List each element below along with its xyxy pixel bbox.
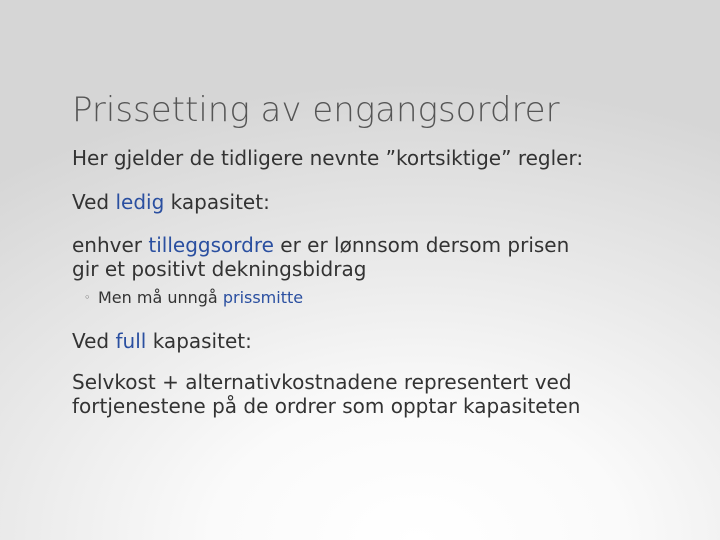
- rules-intro-text: Her gjelder de tidligere nevnte ”kortsiktige” regler:: [72, 146, 584, 170]
- full-capacity-highlight: full: [115, 329, 147, 353]
- price-contagion-highlight: prissmitte: [222, 288, 304, 307]
- paragraph-rules-intro: [72, 146, 583, 170]
- additional-order-prefix: enhver: [72, 233, 149, 257]
- spare-capacity-suffix: kapasitet:: [164, 190, 270, 214]
- additional-order-highlight: tilleggsordre: [148, 233, 274, 257]
- additional-order-line1-suffix: er er lønnsom dersom prisen: [273, 233, 570, 257]
- paragraph-full-capacity: [72, 329, 252, 353]
- paragraph-additional-order: [72, 233, 569, 281]
- hollow-bullet-icon: ◦: [84, 291, 91, 304]
- full-capacity-suffix: kapasitet:: [146, 329, 252, 353]
- full-cost-line1: Selvkost + alternativkostnadene representert ved: [72, 370, 572, 394]
- spare-capacity-prefix: Ved: [72, 190, 116, 214]
- price-contagion-prefix: Men må unngå: [98, 288, 223, 307]
- full-capacity-prefix: Ved: [72, 329, 116, 353]
- spare-capacity-highlight: ledig: [115, 190, 165, 214]
- sub-bullet-price-contagion: [84, 288, 303, 308]
- full-cost-line2: fortjenestene på de ordrer som opptar kapasiteten: [72, 394, 581, 418]
- paragraph-spare-capacity: [72, 190, 270, 214]
- paragraph-full-cost: [72, 370, 580, 418]
- additional-order-line2: gir et positivt dekningsbidrag: [72, 257, 367, 281]
- slide-title: Prissetting av engangsordrer: [72, 90, 560, 130]
